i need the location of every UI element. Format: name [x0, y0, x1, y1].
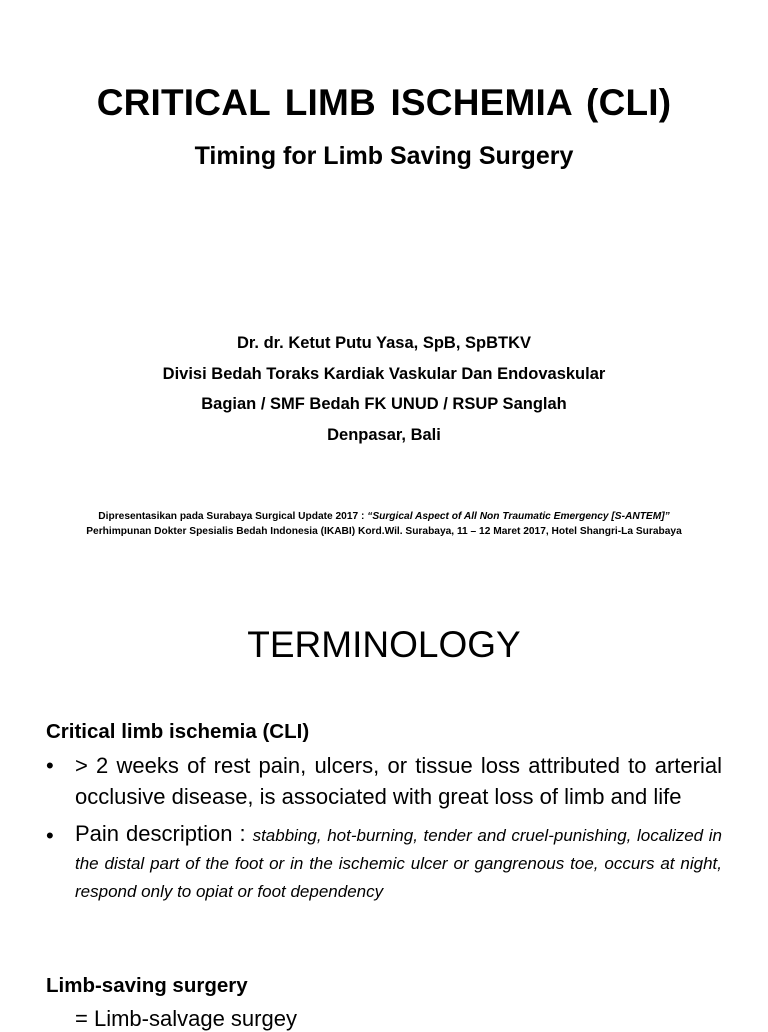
note-event-title: “Surgical Aspect of All Non Traumatic Emergency [S-ANTEM]” [367, 511, 670, 522]
bullet-item [46, 750, 722, 812]
bullet-dot: • [46, 753, 54, 778]
author-name: Dr. dr. Ketut Putu Yasa, SpB, SpBTKV [236, 334, 531, 352]
note-prefix: Dipresentasikan pada Surabaya Surgical Update 2017 : [98, 511, 368, 522]
definition-line: = Limb-salvage surgey [75, 1006, 297, 1031]
bullet-text: > 2 weeks of rest pain, ulcers, or tissue loss attributed to arterial occlusive disease, is associated with great loss of limb and life [75, 753, 722, 809]
author-department: Bagian / SMF Bedah FK UNUD / RSUP Sanglah [201, 395, 567, 413]
section-title-cli: Critical limb ischemia (CLI) [46, 720, 310, 743]
note-line-1 [0, 509, 768, 524]
slide-subtitle: Timing for Limb Saving Surgery [194, 142, 574, 170]
terminology-slide [0, 576, 768, 1031]
bullet-lead: Pain description : [75, 821, 253, 846]
section-title-limb-saving: Limb-saving surgery [46, 974, 248, 997]
presentation-note [0, 509, 768, 539]
slide-title: CRITICAL LIMB ISCHEMIA (CLI) [96, 82, 672, 123]
bullet-list [46, 750, 722, 906]
slide-heading: TERMINOLOGY [247, 624, 521, 665]
note-line-2: Perhimpunan Dokter Spesialis Bedah Indonesia (IKABI) Kord.Wil. Surabaya, 11 – 12 Maret 2017, Hotel Shangri-La Surabaya [86, 526, 682, 537]
author-info [0, 332, 768, 454]
bullet-dot: • [46, 823, 54, 848]
author-division: Divisi Bedah Toraks Kardiak Vaskular Dan Endovaskular [162, 364, 606, 383]
bullet-item [46, 820, 722, 906]
author-location: Denpasar, Bali [327, 425, 441, 444]
bullet-description: stabbing, hot-burning, tender and cruel-punishing, localized in the distal part of the foot or in the ischemic ulcer or gangrenous toe, occurs at night, respond only to opiat or foot dependency [75, 826, 722, 901]
